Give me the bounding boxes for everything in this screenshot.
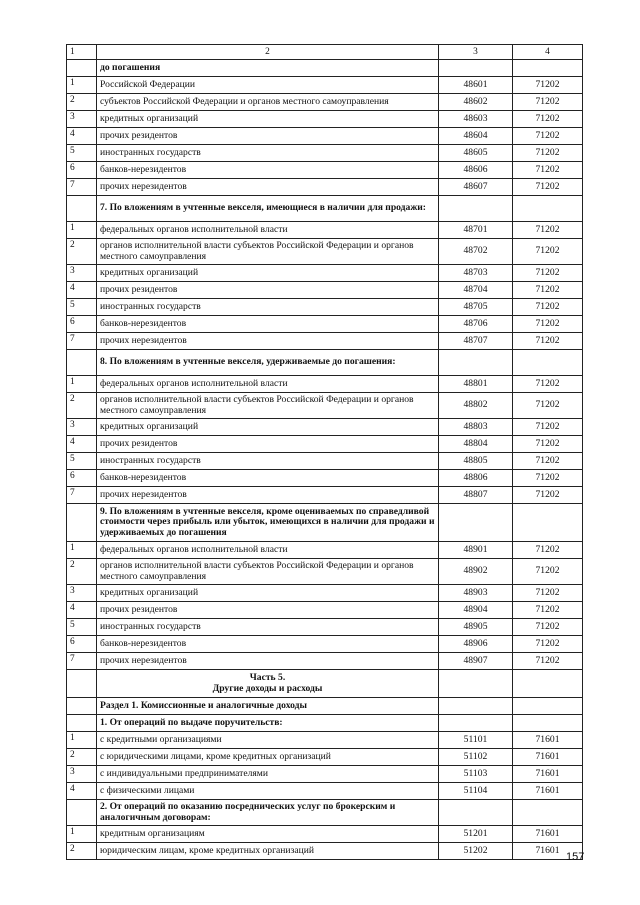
row-label: кредитных организаций: [97, 265, 439, 282]
symbol-code: 71601: [513, 749, 583, 766]
table-row: [67, 487, 583, 504]
table-row: [67, 619, 583, 636]
account-code: 51104: [439, 783, 513, 800]
row-number-empty: [67, 60, 97, 77]
row-number-empty: [67, 800, 97, 826]
account-code: 48805: [439, 453, 513, 470]
table-row: [67, 585, 583, 602]
table-row: [67, 265, 583, 282]
symbol-code: 71202: [513, 282, 583, 299]
row-label: с юридическими лицами, кроме кредитных организаций: [97, 749, 439, 766]
header-col-3: 3: [439, 45, 513, 60]
row-number: 4: [67, 128, 97, 145]
symbol-code: 71202: [513, 162, 583, 179]
row-label: субъектов Российской Федерации и органов местного самоуправления: [97, 94, 439, 111]
row-label: органов исполнительной власти субъектов Российской Федерации и органов местного самоуправления: [97, 393, 439, 419]
row-number: 7: [67, 179, 97, 196]
row-number: 4: [67, 282, 97, 299]
row-label: иностранных государств: [97, 619, 439, 636]
row-number: 7: [67, 333, 97, 350]
empty-cell: [439, 670, 513, 698]
account-code: 48706: [439, 316, 513, 333]
empty-cell: [513, 196, 583, 222]
row-label: прочих резидентов: [97, 128, 439, 145]
account-code: 48604: [439, 128, 513, 145]
row-label: кредитным организациям: [97, 826, 439, 843]
row-label: с индивидуальными предпринимателями: [97, 766, 439, 783]
account-code: 48603: [439, 111, 513, 128]
symbol-code: 71202: [513, 436, 583, 453]
row-label: Российской Федерации: [97, 77, 439, 94]
empty-cell: [513, 800, 583, 826]
symbol-code: 71601: [513, 826, 583, 843]
section-heading-row: [67, 196, 583, 222]
table-row: [67, 94, 583, 111]
header-col-1: 1: [67, 45, 97, 60]
table-row: [67, 162, 583, 179]
part-heading: [97, 670, 439, 698]
row-label: прочих нерезидентов: [97, 653, 439, 670]
row-number: 5: [67, 619, 97, 636]
account-code: 51202: [439, 843, 513, 860]
table-row: [67, 602, 583, 619]
account-code: 48807: [439, 487, 513, 504]
row-number: 3: [67, 265, 97, 282]
symbol-code: 71202: [513, 376, 583, 393]
row-number: 3: [67, 766, 97, 783]
table-row: [67, 376, 583, 393]
accounts-table: [66, 44, 583, 860]
symbol-code: 71202: [513, 453, 583, 470]
account-code: 48702: [439, 239, 513, 265]
table-row: [67, 222, 583, 239]
table-row: [67, 239, 583, 265]
table-body: [67, 60, 583, 860]
empty-cell: [439, 350, 513, 376]
empty-cell: [439, 60, 513, 77]
section-heading-row: [67, 698, 583, 715]
row-number: 4: [67, 783, 97, 800]
row-number: 4: [67, 602, 97, 619]
section-heading-row: [67, 350, 583, 376]
section-heading-row: [67, 504, 583, 542]
row-number: 4: [67, 436, 97, 453]
page-number: 157: [566, 851, 585, 863]
row-number: 1: [67, 376, 97, 393]
row-number: 5: [67, 145, 97, 162]
row-number: 2: [67, 393, 97, 419]
row-label: прочих нерезидентов: [97, 487, 439, 504]
row-number: 6: [67, 470, 97, 487]
table-row: [67, 559, 583, 585]
account-code: 48901: [439, 542, 513, 559]
table-row: [67, 470, 583, 487]
table-row: [67, 282, 583, 299]
symbol-code: 71202: [513, 222, 583, 239]
account-code: 51103: [439, 766, 513, 783]
symbol-code: 71202: [513, 559, 583, 585]
row-number: 7: [67, 487, 97, 504]
table-row: [67, 653, 583, 670]
row-number: 6: [67, 316, 97, 333]
symbol-code: 71202: [513, 333, 583, 350]
account-code: 48905: [439, 619, 513, 636]
empty-cell: [513, 670, 583, 698]
table-row: [67, 783, 583, 800]
row-label: федеральных органов исполнительной власти: [97, 376, 439, 393]
row-label: прочих резидентов: [97, 436, 439, 453]
account-code: 48802: [439, 393, 513, 419]
empty-cell: [513, 698, 583, 715]
row-label: органов исполнительной власти субъектов Российской Федерации и органов местного самоуправления: [97, 239, 439, 265]
row-label: иностранных государств: [97, 145, 439, 162]
symbol-code: 71202: [513, 77, 583, 94]
symbol-code: 71202: [513, 111, 583, 128]
symbol-code: 71202: [513, 619, 583, 636]
row-number-empty: [67, 698, 97, 715]
table-row: [67, 333, 583, 350]
row-label: иностранных государств: [97, 299, 439, 316]
empty-cell: [439, 715, 513, 732]
row-label: с кредитными организациями: [97, 732, 439, 749]
row-number: 2: [67, 843, 97, 860]
symbol-code: 71601: [513, 783, 583, 800]
row-label: федеральных органов исполнительной власти: [97, 222, 439, 239]
document-page: [66, 44, 582, 860]
section-heading: 8. По вложениям в учтенные векселя, удерживаемые до погашения:: [97, 350, 439, 376]
symbol-code: 71202: [513, 265, 583, 282]
header-col-4: 4: [513, 45, 583, 60]
section-heading: 7. По вложениям в учтенные векселя, имеющиеся в наличии для продажи:: [97, 196, 439, 222]
table-row: [67, 636, 583, 653]
row-number-empty: [67, 715, 97, 732]
section-heading: 2. От операций по оказанию посреднических услуг по брокерским и аналогичным договорам:: [97, 800, 439, 826]
account-code: 48705: [439, 299, 513, 316]
account-code: 48606: [439, 162, 513, 179]
account-code: 48801: [439, 376, 513, 393]
row-number: 3: [67, 585, 97, 602]
row-number: 1: [67, 826, 97, 843]
empty-cell: [513, 504, 583, 542]
account-code: 48601: [439, 77, 513, 94]
symbol-code: 71202: [513, 393, 583, 419]
table-row: [67, 393, 583, 419]
row-label: прочих нерезидентов: [97, 333, 439, 350]
row-number: 6: [67, 162, 97, 179]
table-row: [67, 542, 583, 559]
symbol-code: 71601: [513, 732, 583, 749]
row-number: 3: [67, 111, 97, 128]
row-number: 1: [67, 222, 97, 239]
table-row: [67, 419, 583, 436]
row-label: банков-нерезидентов: [97, 470, 439, 487]
account-code: 48903: [439, 585, 513, 602]
table-row: [67, 111, 583, 128]
empty-cell: [439, 800, 513, 826]
section-heading: до погашения: [97, 60, 439, 77]
symbol-code: 71202: [513, 653, 583, 670]
row-number-empty: [67, 350, 97, 376]
account-code: 48806: [439, 470, 513, 487]
symbol-code: 71202: [513, 470, 583, 487]
part-subtitle: Другие доходы и расходы: [212, 682, 323, 694]
row-number-empty: [67, 196, 97, 222]
symbol-code: 71202: [513, 419, 583, 436]
empty-cell: [513, 715, 583, 732]
row-label: юридическим лицам, кроме кредитных организаций: [97, 843, 439, 860]
section-heading-row: [67, 800, 583, 826]
account-code: 51201: [439, 826, 513, 843]
row-label: с физическими лицами: [97, 783, 439, 800]
row-label: банков-нерезидентов: [97, 636, 439, 653]
row-label: органов исполнительной власти субъектов Российской Федерации и органов местного самоуправления: [97, 559, 439, 585]
empty-cell: [439, 698, 513, 715]
row-number: 5: [67, 453, 97, 470]
symbol-code: 71202: [513, 299, 583, 316]
section-heading: Раздел 1. Комиссионные и аналогичные доходы: [97, 698, 439, 715]
symbol-code: 71202: [513, 128, 583, 145]
symbol-code: 71202: [513, 179, 583, 196]
row-number: 2: [67, 749, 97, 766]
account-code: 48707: [439, 333, 513, 350]
row-number: 3: [67, 419, 97, 436]
account-code: 48607: [439, 179, 513, 196]
symbol-code: 71202: [513, 94, 583, 111]
row-number-empty: [67, 504, 97, 542]
row-number: 1: [67, 542, 97, 559]
symbol-code: 71202: [513, 585, 583, 602]
table-row: [67, 436, 583, 453]
account-code: 48803: [439, 419, 513, 436]
table-row: [67, 316, 583, 333]
row-number: 5: [67, 299, 97, 316]
empty-cell: [513, 60, 583, 77]
table-row: [67, 749, 583, 766]
table-row: [67, 732, 583, 749]
row-label: федеральных органов исполнительной власти: [97, 542, 439, 559]
row-number: 2: [67, 239, 97, 265]
part-heading-row: [67, 670, 583, 698]
table-row: [67, 145, 583, 162]
symbol-code: 71202: [513, 636, 583, 653]
row-label: банков-нерезидентов: [97, 316, 439, 333]
header-row: [67, 45, 583, 60]
table-row: [67, 299, 583, 316]
table-row: [67, 843, 583, 860]
account-code: 48605: [439, 145, 513, 162]
section-heading-row: [67, 60, 583, 77]
account-code: 48906: [439, 636, 513, 653]
symbol-code: 71601: [513, 843, 583, 860]
row-label: прочих резидентов: [97, 282, 439, 299]
section-heading: 9. По вложениям в учтенные векселя, кроме оцениваемых по справедливой стоимости через прибыль или убыток, имеющихся в наличии для продажи и удерживаемых до погашения: [97, 504, 439, 542]
table-row: [67, 179, 583, 196]
account-code: 51101: [439, 732, 513, 749]
part-title: Часть 5.: [249, 671, 286, 683]
row-label: иностранных государств: [97, 453, 439, 470]
row-label: кредитных организаций: [97, 585, 439, 602]
row-number: 2: [67, 94, 97, 111]
symbol-code: 71202: [513, 602, 583, 619]
table-row: [67, 766, 583, 783]
account-code: 48902: [439, 559, 513, 585]
empty-cell: [513, 350, 583, 376]
row-number: 2: [67, 559, 97, 585]
row-number: 6: [67, 636, 97, 653]
row-number-empty: [67, 670, 97, 698]
symbol-code: 71202: [513, 239, 583, 265]
account-code: 48701: [439, 222, 513, 239]
empty-cell: [439, 504, 513, 542]
row-label: прочих резидентов: [97, 602, 439, 619]
table-row: [67, 453, 583, 470]
table-row: [67, 826, 583, 843]
row-number: 1: [67, 77, 97, 94]
table-row: [67, 128, 583, 145]
row-label: прочих нерезидентов: [97, 179, 439, 196]
empty-cell: [439, 196, 513, 222]
row-label: кредитных организаций: [97, 111, 439, 128]
symbol-code: 71601: [513, 766, 583, 783]
row-label: кредитных организаций: [97, 419, 439, 436]
account-code: 48704: [439, 282, 513, 299]
row-label: банков-нерезидентов: [97, 162, 439, 179]
row-number: 7: [67, 653, 97, 670]
row-number: 1: [67, 732, 97, 749]
account-code: 48904: [439, 602, 513, 619]
account-code: 51102: [439, 749, 513, 766]
symbol-code: 71202: [513, 145, 583, 162]
section-heading: 1. От операций по выдаче поручительств:: [97, 715, 439, 732]
symbol-code: 71202: [513, 316, 583, 333]
symbol-code: 71202: [513, 487, 583, 504]
account-code: 48804: [439, 436, 513, 453]
account-code: 48907: [439, 653, 513, 670]
symbol-code: 71202: [513, 542, 583, 559]
header-col-2: 2: [97, 45, 439, 60]
account-code: 48602: [439, 94, 513, 111]
table-row: [67, 77, 583, 94]
section-heading-row: [67, 715, 583, 732]
account-code: 48703: [439, 265, 513, 282]
